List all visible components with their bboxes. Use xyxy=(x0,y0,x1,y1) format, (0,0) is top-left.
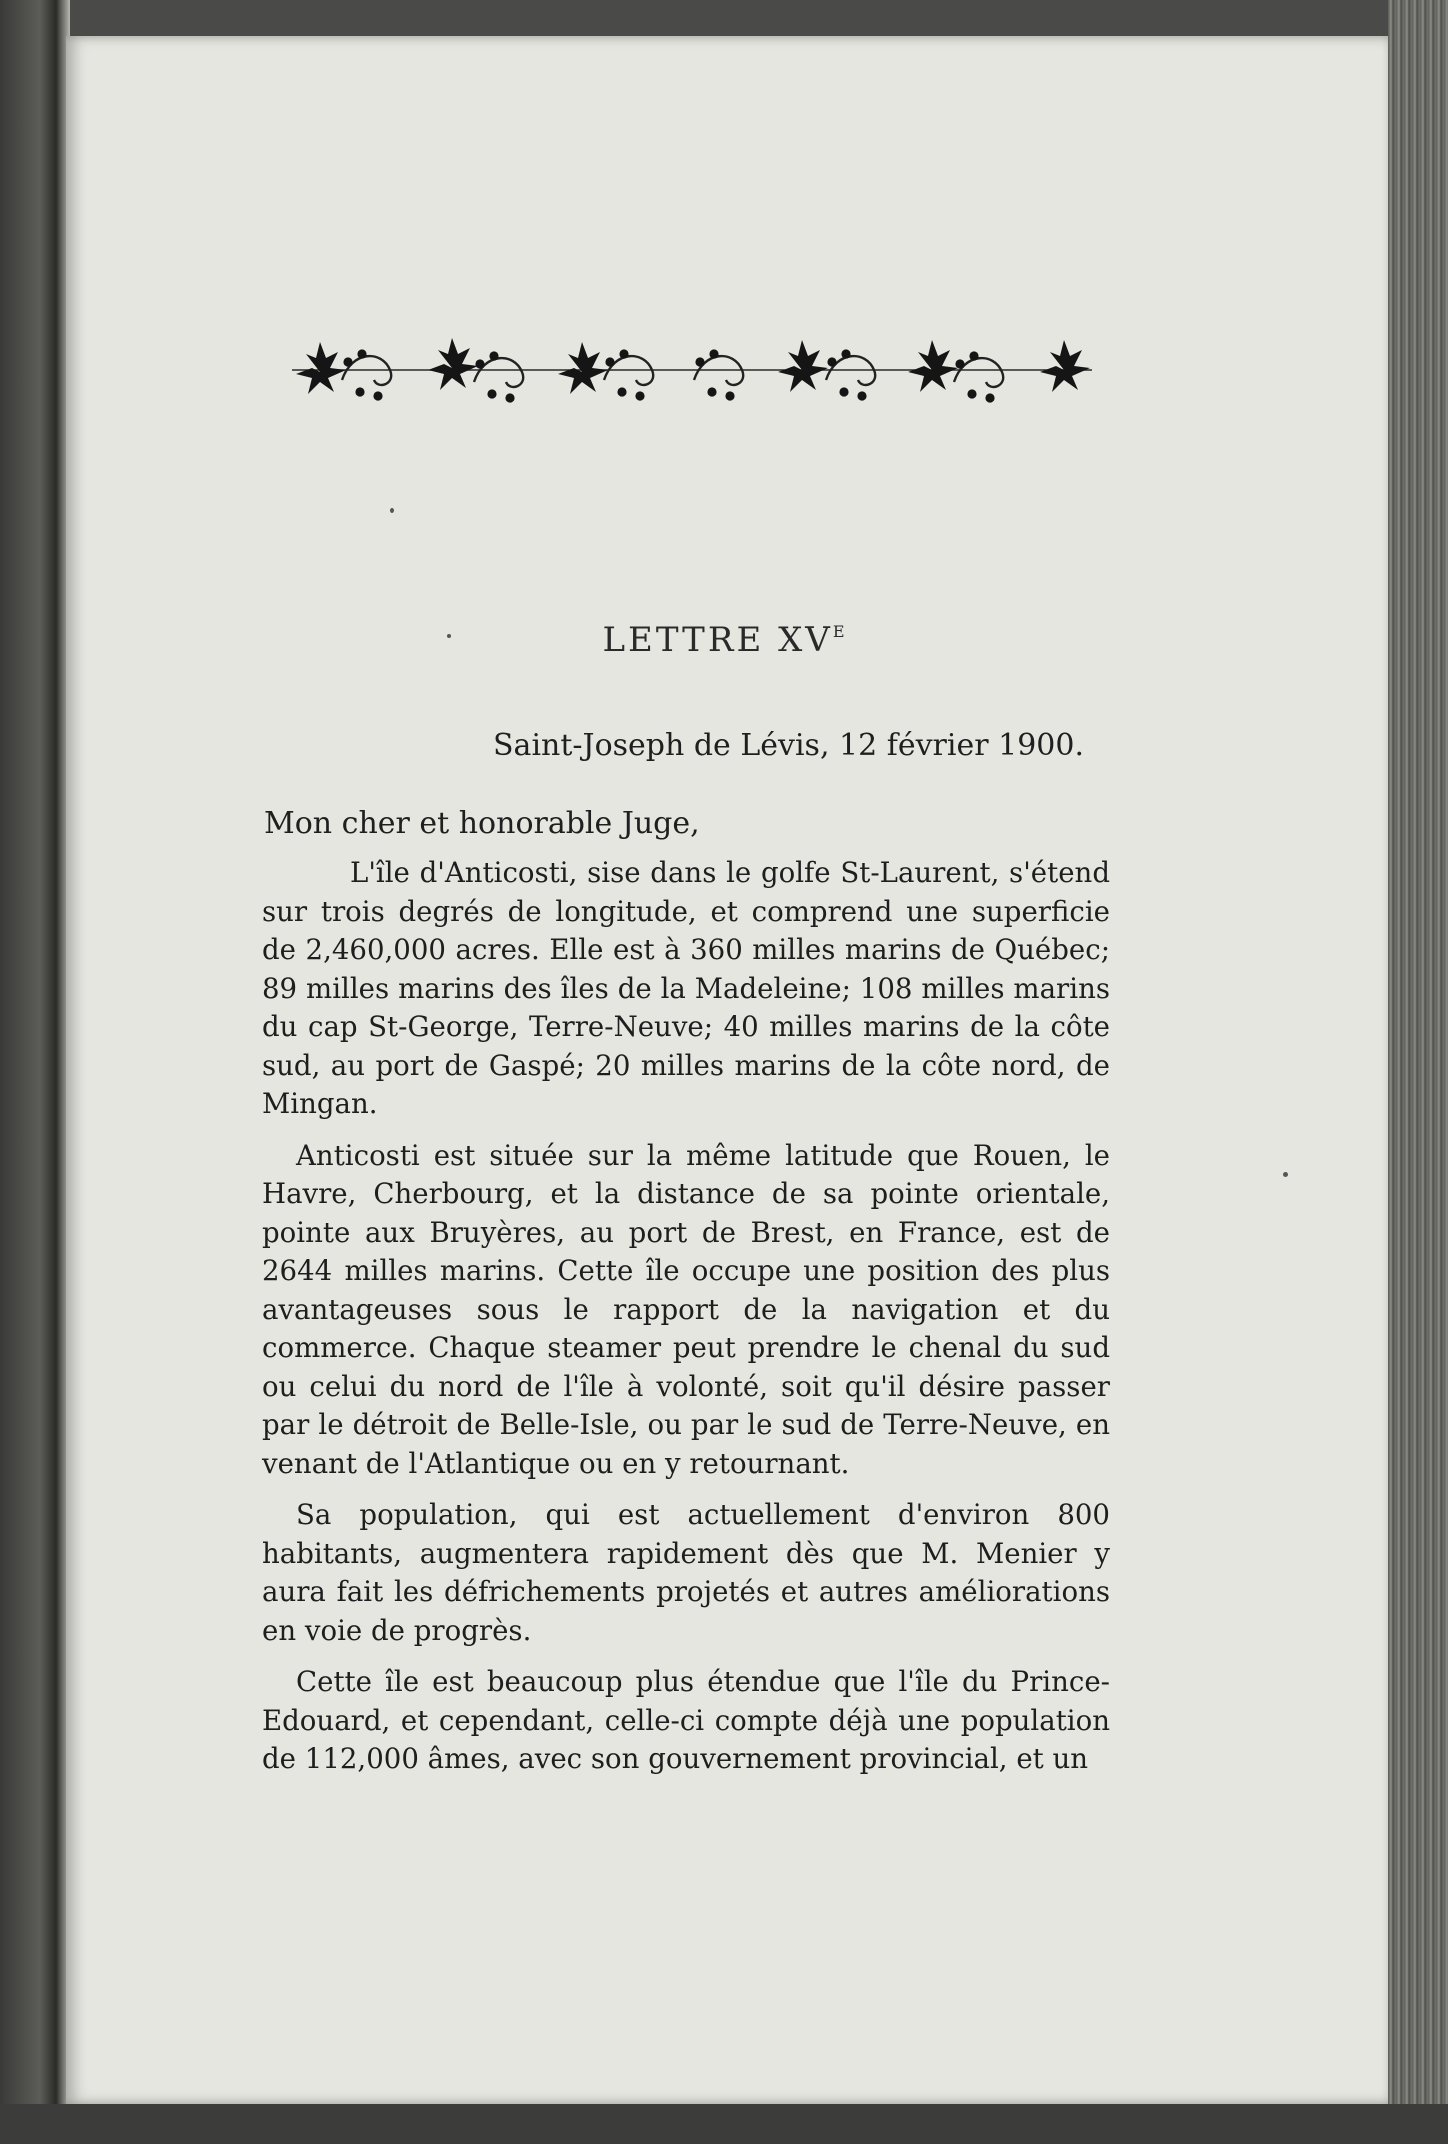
heading-text: LETTRE XV xyxy=(602,620,833,660)
book-gutter xyxy=(0,0,70,2144)
ink-speck xyxy=(1283,1172,1288,1177)
paragraph-3: Sa population, qui est actuellement d'environ 800 habitants, augmentera rapidement dès que M. Menier y aura fait les défrichements projetés et autres améliorations en voie de progrès. xyxy=(262,1498,1110,1647)
heading-superscript: E xyxy=(832,622,846,641)
paragraph-1: L'île d'Anticosti, sise dans le golfe St-Laurent, s'étend sur trois degrés de longitude, et comprend une superficie de 2,460,000 acres. Elle est à 360 milles marins de Québec; 89 milles marins des îles de la Madeleine; 108 milles marins du cap St-George, Terre-Neuve; 40 milles marins de la côte sud, au port de Gaspé; 20 milles marins de la côte nord, de Mingan. xyxy=(262,856,1110,1120)
paragraph-4: Cette île est beaucoup plus étendue que l'île du Prince-Edouard, et cependant, celle-ci compte déjà une population de 112,000 âmes, avec son gouvernement provincial, et un xyxy=(262,1665,1110,1775)
ink-speck xyxy=(447,634,451,638)
page-stack-edge xyxy=(1388,0,1448,2144)
letter-body xyxy=(262,854,1110,1792)
paragraph-2: Anticosti est située sur la même latitude que Rouen, le Havre, Cherbourg, et la distance de sa pointe orientale, pointe aux Bruyères, au port de Brest, en France, est de 2644 milles marins. Cette île occupe une position des plus avantageuses sous le rapport de la navigation et du commerce. Chaque steamer peut prendre le chenal du sud ou celui du nord de l'île à volonté, soit qu'il désire passer par le détroit de Belle-Isle, ou par le sud de Terre-Neuve, en venant de l'Atlantique ou en y retournant. xyxy=(262,1138,1110,1480)
leaf-vine-ornament-icon xyxy=(282,330,1102,414)
ink-speck xyxy=(390,508,394,513)
letter-heading xyxy=(0,620,1448,660)
salutation: Mon cher et honorable Juge, xyxy=(264,806,700,841)
scan-bottom-edge xyxy=(0,2104,1448,2144)
dateline: Saint-Joseph de Lévis, 12 février 1900. xyxy=(493,728,1084,763)
